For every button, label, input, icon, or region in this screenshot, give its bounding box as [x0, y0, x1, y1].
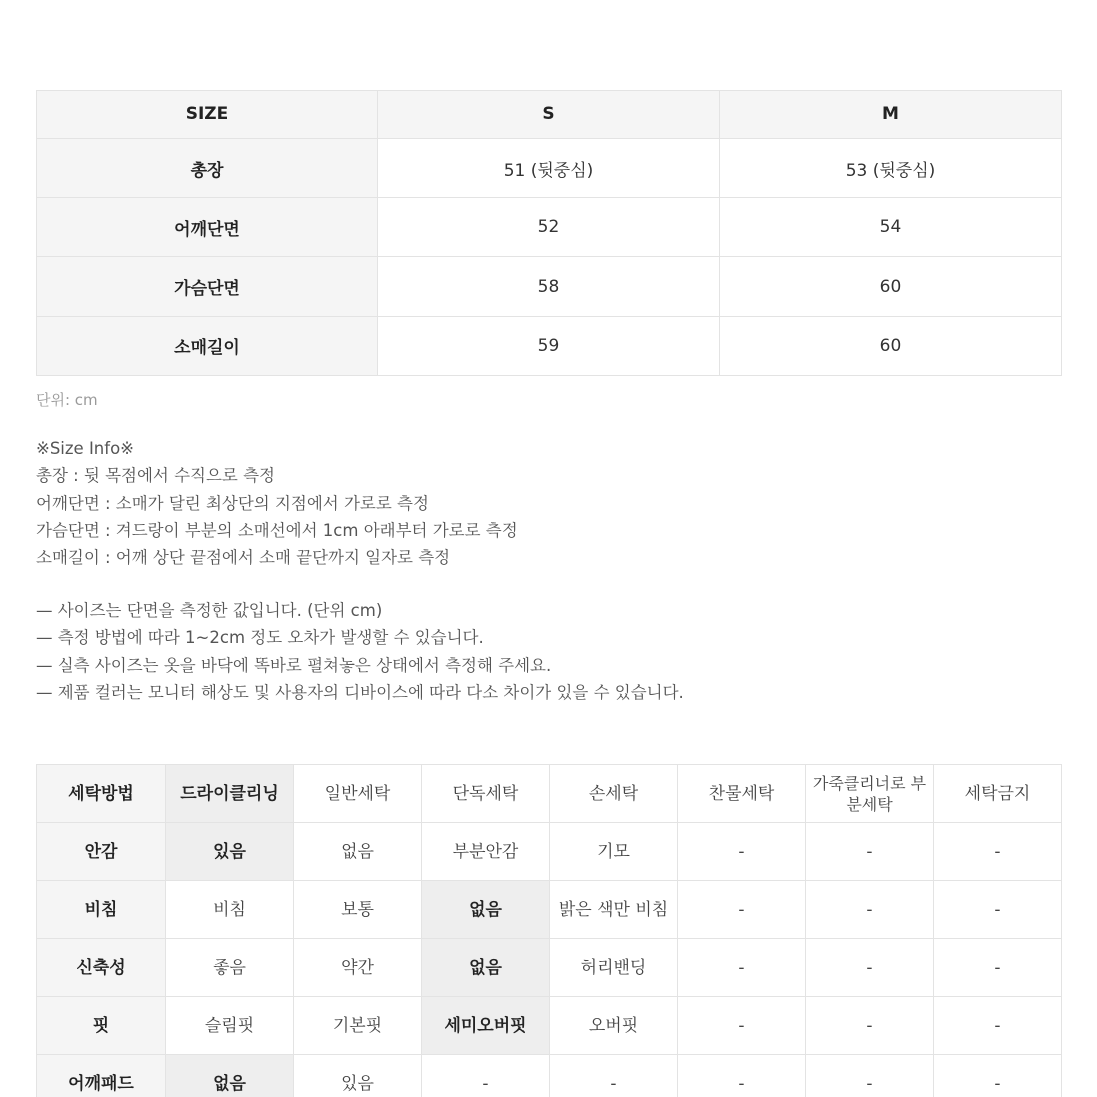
care-row-shoulder-pad — [37, 1055, 1062, 1097]
care-cell: - — [806, 1055, 934, 1097]
care-row-fit — [37, 997, 1062, 1055]
care-cell: - — [806, 939, 934, 997]
care-cell: 비침 — [166, 881, 294, 939]
care-cell: - — [934, 1055, 1062, 1097]
note-line: — 제품 컬러는 모니터 해상도 및 사용자의 디바이스에 따라 다소 차이가 있을 수 있습니다. — [36, 682, 684, 702]
care-cell: - — [934, 997, 1062, 1055]
care-row-sheerness — [37, 881, 1062, 939]
size-header-m: M — [720, 91, 1062, 139]
care-cell: 없음 — [294, 823, 422, 881]
size-info-line: 어깨단면 : 소매가 달린 최상단의 지점에서 가로로 측정 — [36, 493, 429, 513]
care-row-label: 신축성 — [37, 939, 166, 997]
size-info-line: 가슴단면 : 겨드랑이 부분의 소매선에서 1cm 아래부터 가로로 측정 — [36, 520, 518, 540]
cell-s: 58 — [378, 257, 720, 316]
care-row-lining — [37, 823, 1062, 881]
care-row-label: 안감 — [37, 823, 166, 881]
care-cell: 약간 — [294, 939, 422, 997]
care-cell: 보통 — [294, 881, 422, 939]
cell-s: 52 — [378, 198, 720, 257]
size-table — [36, 90, 1062, 376]
row-label-chest: 가슴단면 — [37, 257, 378, 316]
care-cell: - — [806, 881, 934, 939]
care-row-stretch — [37, 939, 1062, 997]
size-header-s: S — [378, 91, 720, 139]
row-label-shoulder: 어깨단면 — [37, 198, 378, 257]
care-cell-selected: 없음 — [422, 881, 550, 939]
care-cell: - — [678, 939, 806, 997]
care-cell: - — [934, 823, 1062, 881]
care-cell: - — [934, 881, 1062, 939]
care-cell: - — [806, 823, 934, 881]
cell-m: 53 (뒷중심) — [720, 138, 1062, 197]
care-row-label: 어깨패드 — [37, 1055, 166, 1097]
care-cell: - — [806, 997, 934, 1055]
care-table — [36, 764, 1062, 1097]
size-info-title: ※Size Info※ — [36, 439, 134, 458]
care-cell: 기본핏 — [294, 997, 422, 1055]
care-row-label: 핏 — [37, 997, 166, 1055]
row-label-total-length: 총장 — [37, 138, 378, 197]
size-info-line: 소매길이 : 어깨 상단 끝점에서 소매 끝단까지 일자로 측정 — [36, 548, 451, 568]
cell-m: 60 — [720, 316, 1062, 375]
size-header-label: SIZE — [37, 91, 378, 139]
care-cell: 손세탁 — [550, 765, 678, 823]
care-cell: 좋음 — [166, 939, 294, 997]
care-cell: - — [678, 1055, 806, 1097]
cell-m: 54 — [720, 198, 1062, 257]
care-cell: 단독세탁 — [422, 765, 550, 823]
care-cell: 있음 — [294, 1055, 422, 1097]
care-cell: - — [422, 1055, 550, 1097]
care-row-label: 세탁방법 — [37, 765, 166, 823]
care-cell: - — [934, 939, 1062, 997]
table-row — [37, 316, 1062, 375]
care-cell: 허리밴딩 — [550, 939, 678, 997]
note-line: — 측정 방법에 따라 1~2cm 정도 오차가 발생할 수 있습니다. — [36, 628, 484, 648]
care-cell-selected: 없음 — [422, 939, 550, 997]
table-row — [37, 138, 1062, 197]
care-cell: 부분안감 — [422, 823, 550, 881]
care-cell: 밝은 색만 비침 — [550, 881, 678, 939]
care-cell: 찬물세탁 — [678, 765, 806, 823]
care-row-label: 비침 — [37, 881, 166, 939]
care-cell: 오버핏 — [550, 997, 678, 1055]
care-cell: 가죽클리너로 부분세탁 — [806, 765, 934, 823]
size-info-block — [36, 435, 936, 571]
row-label-sleeve: 소매길이 — [37, 316, 378, 375]
care-cell-selected: 없음 — [166, 1055, 294, 1097]
care-cell-selected: 드라이클리닝 — [166, 765, 294, 823]
care-cell: - — [678, 881, 806, 939]
note-line: — 실측 사이즈는 옷을 바닥에 똑바로 펼쳐놓은 상태에서 측정해 주세요. — [36, 655, 552, 675]
care-cell: 슬림핏 — [166, 997, 294, 1055]
care-cell: 기모 — [550, 823, 678, 881]
note-line: — 사이즈는 단면을 측정한 값입니다. (단위 cm) — [36, 601, 383, 620]
size-table-header-row — [37, 91, 1062, 139]
cell-s: 51 (뒷중심) — [378, 138, 720, 197]
notes-block — [36, 597, 936, 706]
care-cell: 세탁금지 — [934, 765, 1062, 823]
care-cell: 일반세탁 — [294, 765, 422, 823]
table-row — [37, 198, 1062, 257]
cell-m: 60 — [720, 257, 1062, 316]
care-cell: - — [678, 823, 806, 881]
care-row-washing-method — [37, 765, 1062, 823]
size-info-line: 총장 : 뒷 목점에서 수직으로 측정 — [36, 466, 275, 486]
care-cell: - — [678, 997, 806, 1055]
care-cell: - — [550, 1055, 678, 1097]
table-row — [37, 257, 1062, 316]
cell-s: 59 — [378, 316, 720, 375]
care-cell-selected: 있음 — [166, 823, 294, 881]
unit-note: 단위: cm — [36, 391, 98, 409]
care-cell-selected: 세미오버핏 — [422, 997, 550, 1055]
